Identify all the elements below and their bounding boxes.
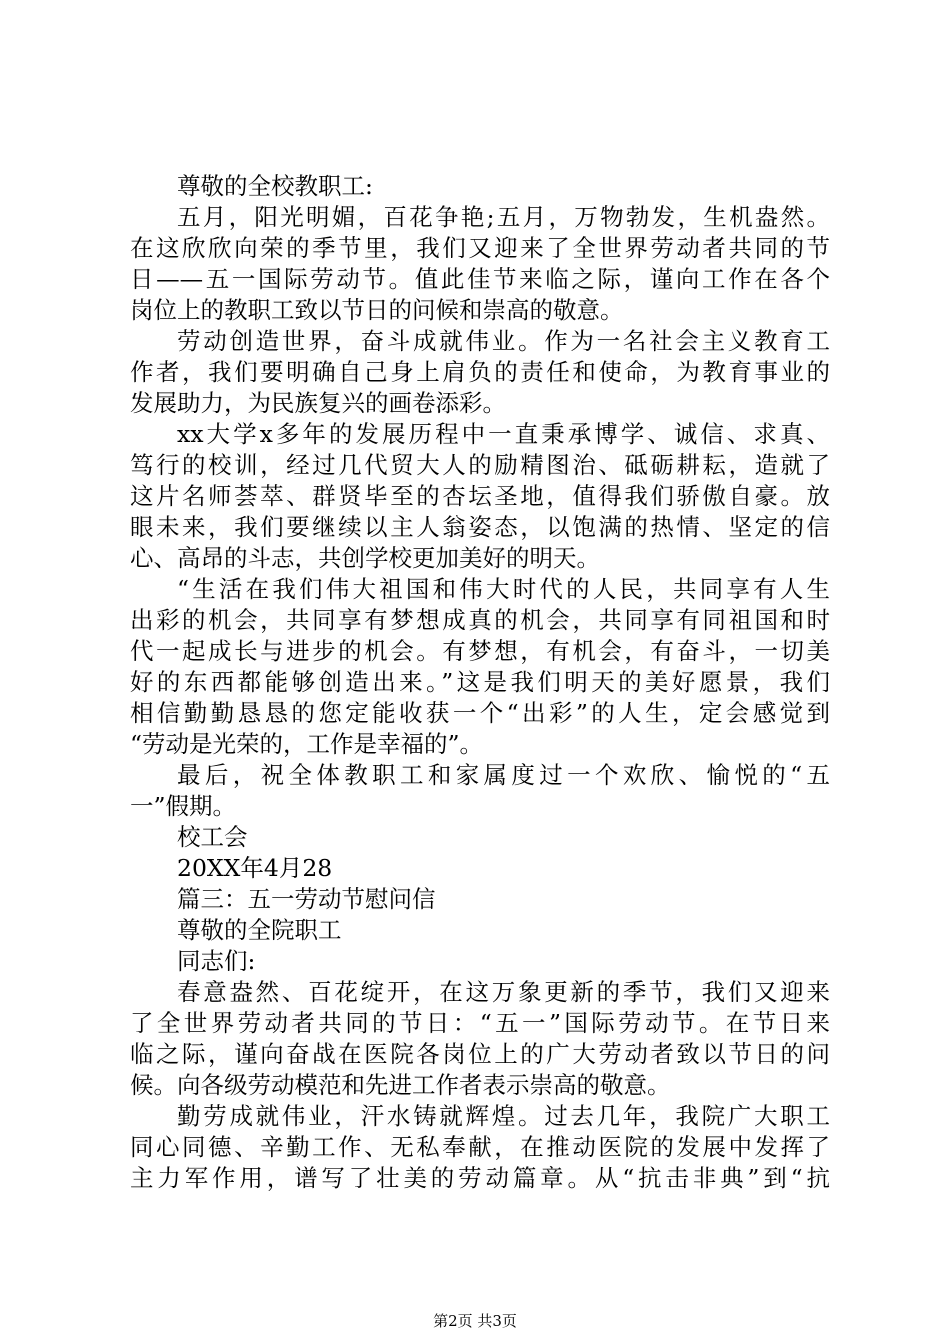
text-line: 临之际，谨向奋战在医院各岗位上的广大劳动者致以节日的问: [130, 1040, 830, 1068]
text-line: 发展助力，为民族复兴的画卷添彩。: [130, 389, 506, 417]
text-line: 20XX年4月28: [177, 854, 333, 882]
text-line: 校工会: [177, 823, 248, 851]
text-line: 劳动创造世界，奋斗成就伟业。作为一名社会主义教育工: [177, 327, 830, 355]
text-line: xx大学x多年的发展历程中一直秉承博学、诚信、求真、: [177, 420, 830, 448]
text-line: 这片名师荟萃、群贤毕至的杏坛圣地，值得我们骄傲自豪。放: [130, 482, 830, 510]
text-line: 眼未来，我们要继续以主人翁姿态，以饱满的热情、坚定的信: [130, 513, 830, 541]
text-line: 同志们:: [177, 947, 256, 975]
text-line: 一”假期。: [130, 792, 237, 820]
text-line: 尊敬的全校教职工:: [177, 172, 373, 200]
text-line: 勤劳成就伟业，汗水铸就辉煌。过去几年，我院广大职工: [177, 1102, 830, 1130]
text-line: 了全世界劳动者共同的节日：“五一”国际劳动节。在节日来: [130, 1009, 830, 1037]
text-line: 作者，我们要明确自己身上肩负的责任和使命，为教育事业的: [130, 358, 830, 386]
text-line: 出彩的机会，共同享有梦想成真的机会，共同享有同祖国和时: [130, 606, 830, 634]
text-line: 五月，阳光明媚，百花争艳;五月，万物勃发，生机盎然。: [177, 203, 830, 231]
text-line: 主力军作用，谱写了壮美的劳动篇章。从“抗击非典”到“抗: [130, 1164, 830, 1192]
text-line: 好的东西都能够创造出来。”这是我们明天的美好愿景，我们: [130, 668, 830, 696]
text-line: 相信勤勤恳恳的您定能收获一个“出彩”的人生，定会感觉到: [130, 699, 830, 727]
text-line: 春意盎然、百花绽开，在这万象更新的季节，我们又迎来: [177, 978, 830, 1006]
text-line: 最后，祝全体教职工和家属度过一个欢欣、愉悦的“五: [177, 761, 830, 789]
text-line: 篇三：五一劳动节慰问信: [177, 885, 436, 913]
page-footer: [0, 1312, 950, 1330]
page-number-label: 第2页 共3页: [433, 1312, 517, 1330]
text-line: 笃行的校训，经过几代贸大人的励精图治、砥砺耕耘，造就了: [130, 451, 830, 479]
text-line: “劳动是光荣的，工作是幸福的”。: [130, 730, 484, 758]
text-line: 在这欣欣向荣的季节里，我们又迎来了全世界劳动者共同的节: [130, 234, 830, 262]
text-line: 岗位上的教职工致以节日的问候和崇高的敬意。: [130, 296, 624, 324]
text-line: 代一起成长与进步的机会。有梦想，有机会，有奋斗，一切美: [130, 637, 830, 665]
text-line: 尊敬的全院职工: [177, 916, 342, 944]
text-line: “生活在我们伟大祖国和伟大时代的人民，共同享有人生: [177, 575, 830, 603]
text-line: 心、高昂的斗志，共创学校更加美好的明天。: [130, 544, 600, 572]
text-line: 同心同德、辛勤工作、无私奉献，在推动医院的发展中发挥了: [130, 1133, 830, 1161]
text-line: 候。向各级劳动模范和先进工作者表示崇高的敬意。: [130, 1071, 671, 1099]
text-line: 日——五一国际劳动节。值此佳节来临之际，谨向工作在各个: [130, 265, 830, 293]
document-body: [130, 171, 830, 1194]
